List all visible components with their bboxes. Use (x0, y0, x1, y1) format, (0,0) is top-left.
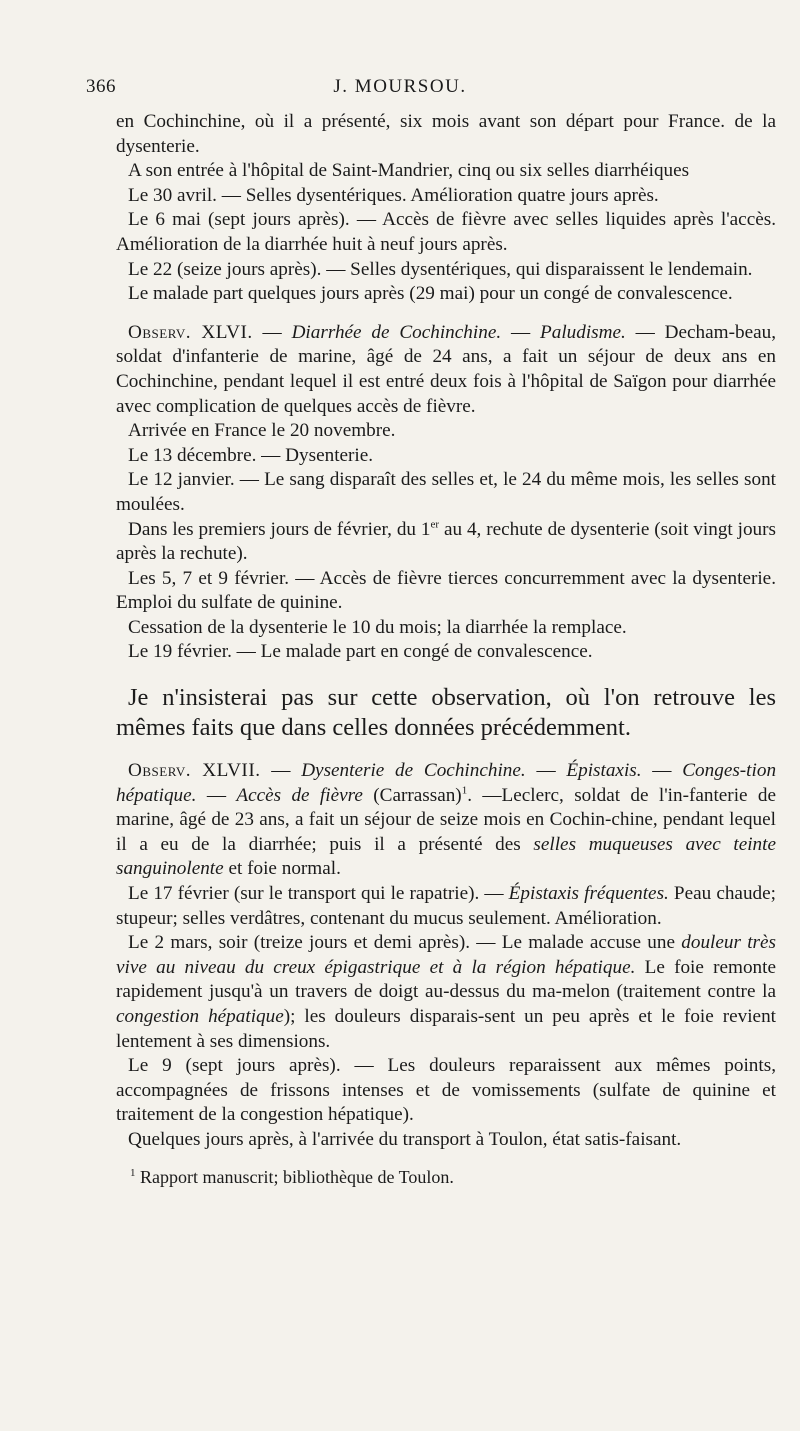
observation-title: Dysenterie de Cochinchine. (301, 760, 526, 782)
separator: — (501, 321, 540, 343)
paragraph: Le 13 décembre. — Dysenterie. (128, 444, 374, 466)
running-title: J. MOURSOU. (333, 76, 467, 97)
paragraph: Le 12 janvier. — Le sang disparaît des selles et, le 24 du même mois, les selles sont moulées. (116, 469, 776, 515)
paragraph: Le 22 (seize jours après). — Selles dysentériques, qui disparaissent le lendemain. (128, 258, 753, 280)
observation-47 (116, 759, 776, 882)
observation-diagnosis: Conges-tion hépatique. (116, 760, 777, 806)
observation-title: Diarrhée de Cochinchine. (291, 321, 502, 343)
text: Le 17 février (sur le transport qui le rapatrie). — (128, 883, 509, 905)
superscript: er (430, 518, 440, 531)
observation-text: — Decham-beau, soldat d'infanterie de marine, âgé de 24 ans, a fait un séjour de deux ans en Cochinchine, pendant lequel il est entré deux fois à l'hôpital de Saïgon pour diarrhée avec complication de quelques accès de fièvre. (116, 321, 777, 417)
italic-text: selles muqueuses avec teinte sanguinolente (116, 833, 776, 880)
paragraph: Arrivée en France le 20 novembre. (128, 420, 396, 442)
observation-label: Observ. XLVII. (128, 760, 261, 782)
italic-text: douleur très vive au niveau du creux épigastrique et à la région hépatique. (116, 932, 776, 978)
text: Le foie remonte rapidement jusqu'à un travers de doigt au-dessus du ma-melon (traitement contre la (116, 956, 776, 1003)
observation-diagnosis: Paludisme. (540, 321, 626, 343)
source: (Carrassan) (362, 784, 462, 806)
text: Dans les premiers jours de février, du 1 (128, 518, 431, 540)
paragraph: Les 5, 7 et 9 février. — Accès de fièvre tierces concurremment avec la dysenterie. Emploi du sulfate de quinine. (116, 567, 776, 614)
separator: — (252, 321, 292, 343)
observation-text: . —Leclerc, soldat de l'in-fanterie de marine, âgé de 23 ans, a fait un séjour de seize mois en Cochin-chine, pendant lequel il a eu de la diarrhée; puis il a présenté des (116, 784, 777, 855)
text: Le 2 mars, soir (treize jours et demi après). — Le malade accuse une (128, 932, 682, 954)
text: ); les douleurs disparais-sent un peu après et le foie revient lentement à ses dimensions. (116, 1006, 776, 1052)
page-body (116, 110, 776, 1189)
footnote-mark: 1 (130, 1166, 136, 1179)
paragraph: A son entrée à l'hôpital de Saint-Mandrier, cinq ou six selles diarrhéiques (128, 160, 690, 182)
paragraph: Le 30 avril. — Selles dysentériques. Amélioration quatre jours après. (128, 184, 659, 206)
text: au 4, rechute de dysenterie (soit vingt jours après la rechute). (116, 518, 777, 565)
paragraph: Cessation de la dysenterie le 10 du mois; la diarrhée la remplace. (128, 616, 627, 638)
separator: — (260, 760, 302, 782)
footnote-text: Rapport manuscrit; bibliothèque de Toulon. (135, 1166, 454, 1187)
italic-text: congestion hépatique (116, 1006, 284, 1027)
separator: — (641, 760, 683, 782)
observation-diagnosis: Accès de fièvre (236, 784, 363, 806)
italic-text: Épistaxis fréquentes. (508, 883, 669, 905)
footnote-ref: 1 (461, 784, 468, 797)
observation-text: et foie normal. (223, 858, 341, 880)
paragraph (116, 931, 776, 1054)
paragraph: en Cochinchine, où il a présenté, six mois avant son départ pour France. de la dysenterie. (116, 111, 776, 157)
separator: — (196, 784, 237, 806)
text: Peau chaude; stupeur; selles verdâtres, contenant du mucus seulement. Amélioration. (116, 883, 776, 929)
observation-label: Observ. XLVI. (128, 321, 253, 343)
separator: — (525, 760, 567, 782)
paragraph: Quelques jours après, à l'arrivée du transport à Toulon, état satis-faisant. (128, 1128, 682, 1150)
page-header (0, 76, 800, 102)
page-number: 366 (86, 76, 116, 97)
paragraph: Le malade part quelques jours après (29 mai) pour un congé de convalescence. (128, 283, 733, 305)
observation-46 (116, 321, 776, 419)
observation-diagnosis: Épistaxis. (566, 760, 642, 782)
footnote (116, 1165, 776, 1190)
paragraph (116, 518, 776, 567)
paragraph: Le 9 (sept jours après). — Les douleurs reparaissent aux mêmes points, accompagnées de frissons intenses et de vomissements (sulfate de quinine et traitement de la congestion hépatique). (116, 1055, 776, 1126)
paragraph (116, 882, 776, 931)
emphasized-paragraph: Je n'insisterai pas sur cette observation, où l'on retrouve les mêmes faits que dans celles données précédemment. (116, 684, 776, 742)
paragraph: Le 19 février. — Le malade part en congé de convalescence. (128, 641, 593, 663)
paragraph: Le 6 mai (sept jours après). — Accès de fièvre avec selles liquides après l'accès. Amélioration de la diarrhée huit à neuf jours après. (116, 209, 776, 255)
